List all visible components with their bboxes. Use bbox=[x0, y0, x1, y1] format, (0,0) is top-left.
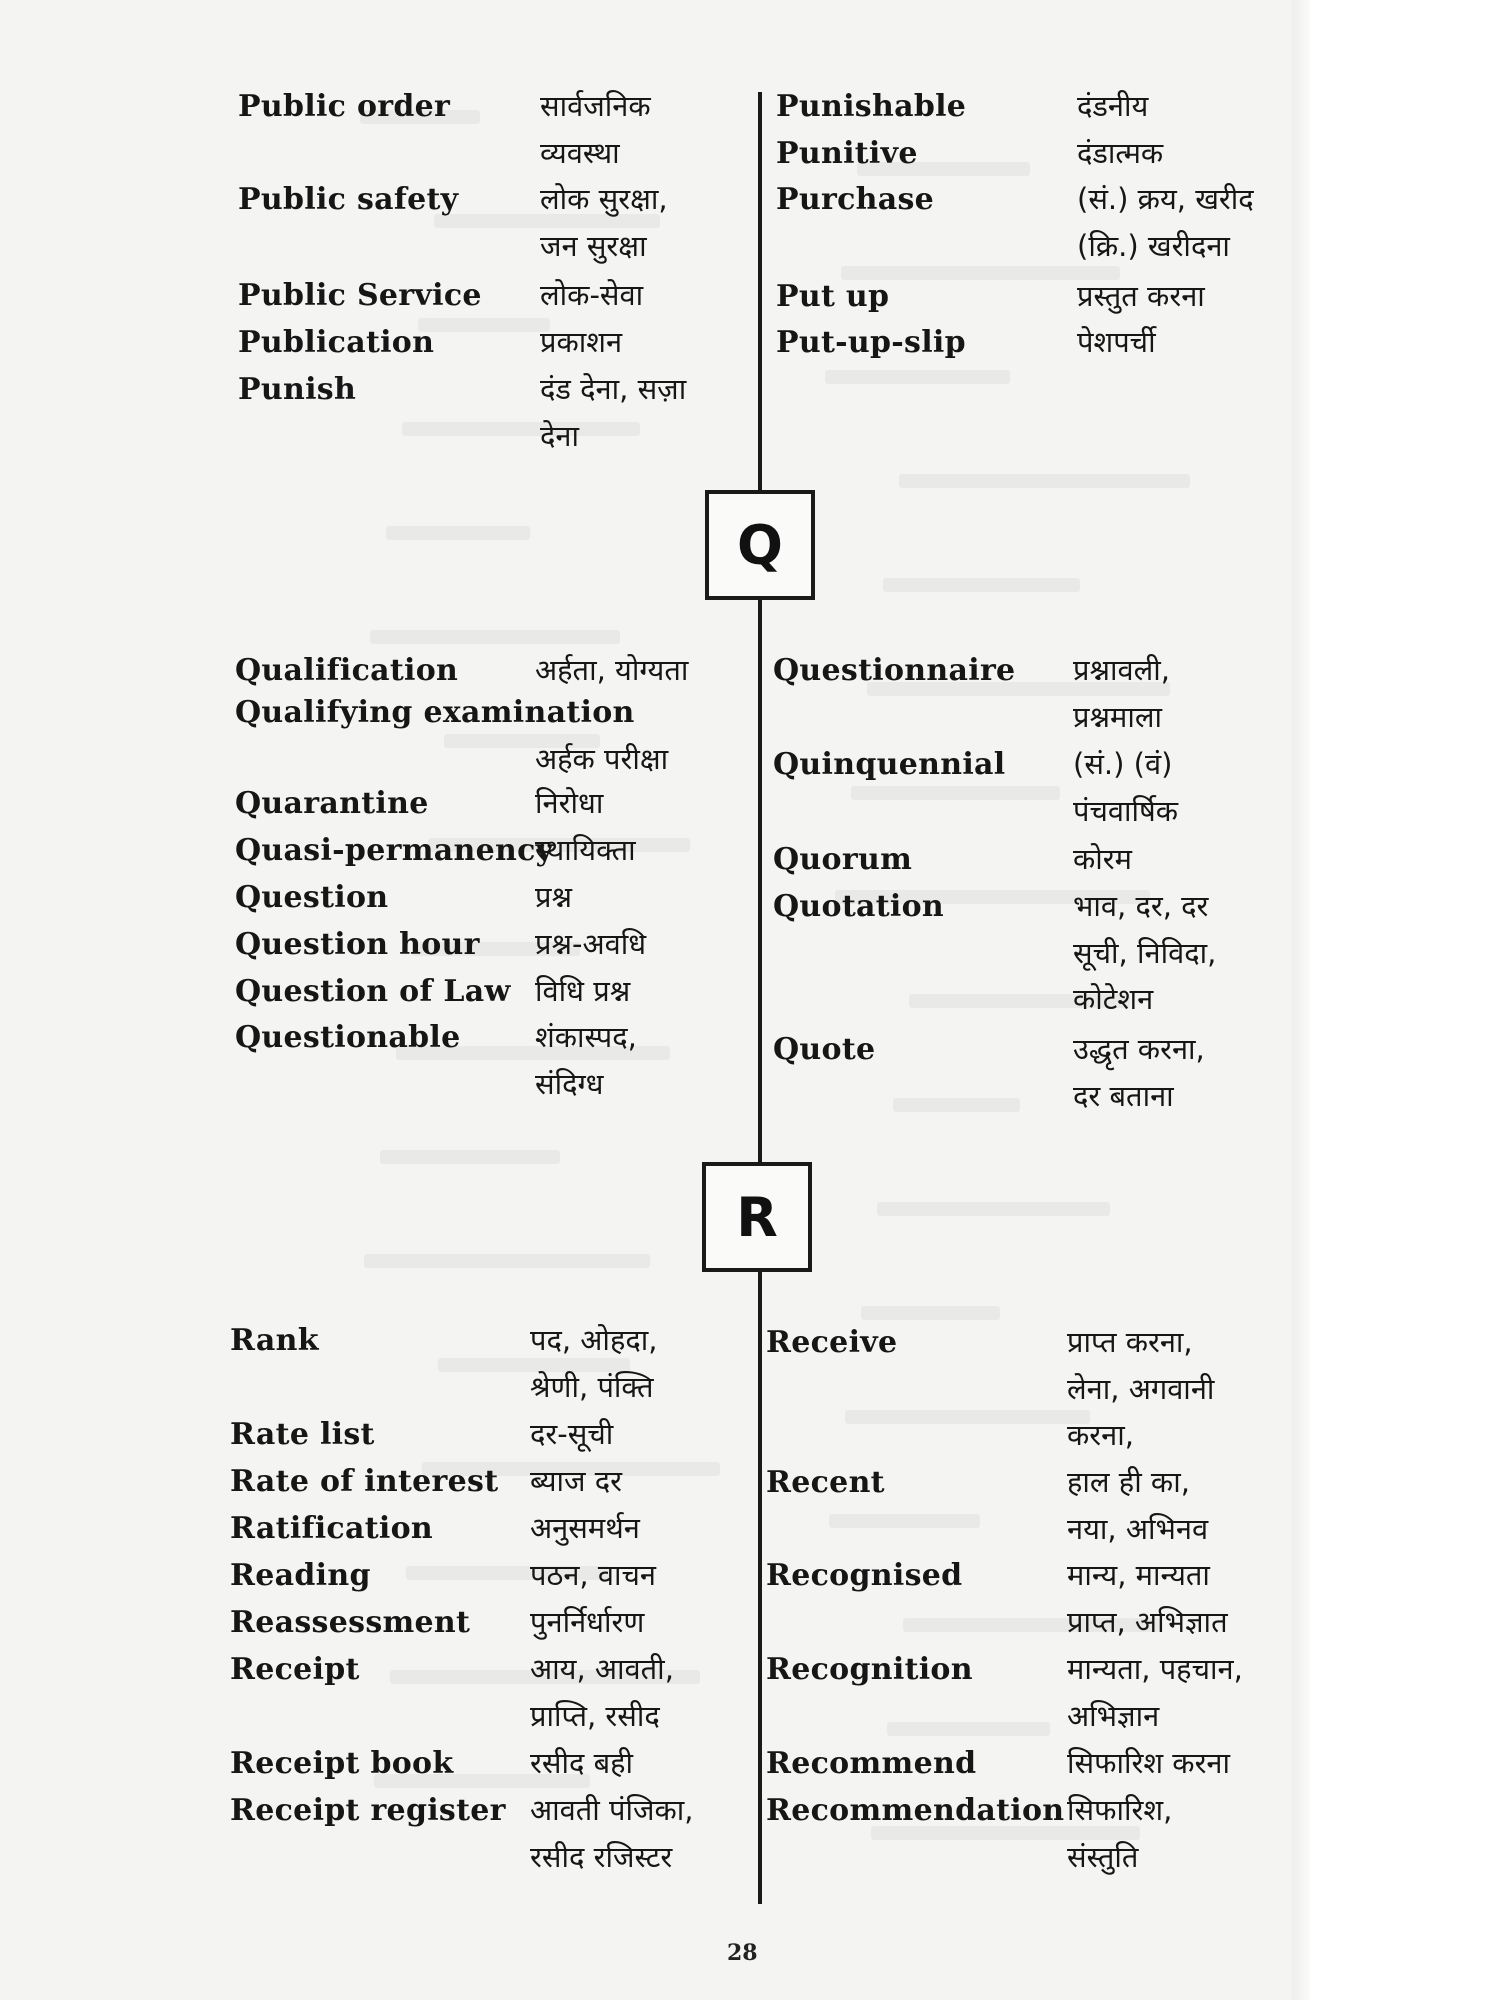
entry-meaning: करना, bbox=[1067, 1418, 1134, 1452]
bleed-through-mark bbox=[851, 786, 1060, 800]
entry-term: Receipt bbox=[230, 1652, 360, 1687]
bleed-through-mark bbox=[386, 526, 530, 540]
entry-term: Public safety bbox=[238, 182, 459, 217]
entry-meaning: आय, आवती, bbox=[530, 1652, 674, 1686]
entry-meaning: प्रस्तुत करना bbox=[1077, 279, 1205, 313]
entry-meaning: प्राप्त, अभिज्ञात bbox=[1067, 1604, 1228, 1639]
bleed-through-mark bbox=[364, 1254, 650, 1268]
entry-meaning: रसीद रजिस्टर bbox=[530, 1839, 673, 1874]
entry-meaning: सिफारिश करना bbox=[1067, 1746, 1231, 1780]
entry-meaning: अर्हक परीक्षा bbox=[535, 742, 669, 776]
entry-meaning: प्रश्नमाला bbox=[1073, 699, 1163, 734]
entry-term: Receipt register bbox=[230, 1793, 506, 1828]
entry-meaning: (सं.) (वं) bbox=[1073, 747, 1173, 781]
entry-meaning: निरोधा bbox=[535, 786, 604, 820]
entry-term: Ratification bbox=[230, 1511, 433, 1546]
entry-meaning: सूची, निविदा, bbox=[1073, 935, 1217, 970]
entry-meaning: दंडात्मक bbox=[1077, 136, 1164, 170]
entry-term: Quorum bbox=[773, 842, 913, 877]
entry-meaning: पंचवार्षिक bbox=[1073, 793, 1179, 828]
entry-meaning: विधि प्रश्न bbox=[535, 974, 631, 1008]
entry-meaning: जन सुरक्षा bbox=[540, 228, 647, 263]
section-letter-r: R bbox=[736, 1185, 778, 1249]
entry-term: Recognition bbox=[766, 1652, 973, 1687]
entry-meaning: दर बताना bbox=[1073, 1078, 1174, 1113]
entry-term: Reassessment bbox=[230, 1605, 471, 1640]
bleed-through-mark bbox=[871, 1826, 1140, 1840]
entry-term: Question bbox=[235, 880, 389, 915]
bleed-through-mark bbox=[841, 266, 1120, 280]
entry-meaning: आवती पंजिका, bbox=[530, 1793, 694, 1827]
bleed-through-mark bbox=[402, 422, 640, 436]
entry-term: Qualifying examination bbox=[235, 695, 635, 730]
bleed-through-mark bbox=[418, 318, 550, 332]
entry-term: Punitive bbox=[776, 136, 918, 171]
entry-meaning: प्रश्न bbox=[535, 880, 573, 914]
entry-term: Quinquennial bbox=[773, 747, 1006, 782]
entry-meaning: प्रश्न-अवधि bbox=[535, 927, 647, 961]
entry-meaning: शंकास्पद, bbox=[535, 1020, 637, 1054]
entry-term: Punishable bbox=[776, 89, 967, 124]
column-divider bbox=[758, 92, 762, 490]
entry-term: Recent bbox=[766, 1465, 885, 1500]
entry-meaning: पुनर्निर्धारण bbox=[530, 1605, 645, 1639]
section-letter-box-q bbox=[705, 490, 815, 600]
entry-meaning: लेना, अगवानी bbox=[1067, 1371, 1215, 1406]
entry-meaning: (सं.) क्रय, खरीद bbox=[1077, 182, 1254, 216]
entry-term: Public Service bbox=[238, 278, 482, 313]
entry-meaning: पद, ओहदा, bbox=[530, 1323, 658, 1357]
entry-meaning: प्रकाशन bbox=[540, 325, 623, 359]
section-letter-box-r bbox=[702, 1162, 812, 1272]
entry-meaning: (क्रि.) खरीदना bbox=[1077, 228, 1230, 263]
bleed-through-mark bbox=[899, 474, 1190, 488]
entry-term: Recommendation bbox=[766, 1793, 1065, 1828]
bleed-through-mark bbox=[829, 1514, 980, 1528]
entry-meaning: कोरम bbox=[1073, 842, 1132, 876]
bleed-through-mark bbox=[845, 1410, 1090, 1424]
entry-meaning: रसीद बही bbox=[530, 1746, 634, 1780]
entry-meaning: भाव, दर, दर bbox=[1073, 889, 1209, 923]
bleed-through-mark bbox=[861, 1306, 1000, 1320]
section-letter-q: Q bbox=[737, 513, 783, 577]
entry-term: Punish bbox=[238, 372, 357, 407]
entry-meaning: लोक सुरक्षा, bbox=[540, 182, 668, 216]
entry-term: Put up bbox=[776, 279, 890, 314]
entry-meaning: संस्तुति bbox=[1067, 1839, 1139, 1874]
entry-meaning: हाल ही का, bbox=[1067, 1465, 1190, 1499]
entry-term: Rank bbox=[230, 1323, 319, 1358]
entry-term: Reading bbox=[230, 1558, 371, 1593]
entry-meaning: उद्धृत करना, bbox=[1073, 1032, 1205, 1066]
entry-meaning: श्रेणी, पंक्ति bbox=[530, 1369, 654, 1404]
entry-term: Rate list bbox=[230, 1417, 375, 1452]
bleed-through-mark bbox=[887, 1722, 1050, 1736]
entry-meaning: कोटेशन bbox=[1073, 982, 1154, 1016]
bleed-through-mark bbox=[380, 1150, 560, 1164]
entry-meaning: पेशपर्ची bbox=[1077, 325, 1156, 359]
entry-meaning: प्रश्नावली, bbox=[1073, 653, 1171, 687]
entry-meaning: सिफारिश, bbox=[1067, 1793, 1173, 1827]
entry-term: Receipt book bbox=[230, 1746, 454, 1781]
bleed-through-mark bbox=[893, 1098, 1020, 1112]
bleed-through-mark bbox=[883, 578, 1080, 592]
entry-meaning: दंडनीय bbox=[1077, 89, 1149, 123]
entry-meaning: नया, अभिनव bbox=[1067, 1511, 1209, 1546]
entry-term: Put-up-slip bbox=[776, 325, 966, 360]
bleed-through-mark bbox=[370, 630, 620, 644]
entry-meaning: दंड देना, सज़ा bbox=[540, 372, 687, 406]
column-divider bbox=[758, 1272, 762, 1904]
entry-term: Recognised bbox=[766, 1558, 963, 1593]
entry-term: Question hour bbox=[235, 927, 480, 962]
entry-meaning: अर्हता, योग्यता bbox=[535, 653, 689, 687]
entry-meaning: स्थायिक्ता bbox=[535, 833, 636, 867]
entry-term: Publication bbox=[238, 325, 435, 360]
entry-term: Purchase bbox=[776, 182, 935, 217]
entry-meaning: अनुसमर्थन bbox=[530, 1511, 640, 1545]
entry-term: Questionable bbox=[235, 1020, 461, 1055]
entry-meaning: पठन, वाचन bbox=[530, 1558, 656, 1592]
entry-meaning: देना bbox=[540, 418, 580, 453]
entry-meaning: लोक-सेवा bbox=[540, 278, 644, 312]
entry-meaning: मान्य, मान्यता bbox=[1067, 1558, 1210, 1592]
column-divider bbox=[758, 600, 762, 1162]
entry-term: Recommend bbox=[766, 1746, 977, 1781]
entry-meaning: प्राप्त करना, bbox=[1067, 1325, 1193, 1359]
entry-meaning: दर-सूची bbox=[530, 1417, 614, 1451]
entry-meaning: ब्याज दर bbox=[530, 1464, 623, 1498]
entry-meaning: अभिज्ञान bbox=[1067, 1698, 1160, 1733]
entry-term: Qualification bbox=[235, 653, 459, 688]
entry-term: Quote bbox=[773, 1032, 876, 1067]
entry-term: Quarantine bbox=[235, 786, 429, 821]
entry-meaning: प्राप्ति, रसीद bbox=[530, 1698, 660, 1733]
entry-meaning: संदिग्ध bbox=[535, 1066, 604, 1101]
entry-term: Questionnaire bbox=[773, 653, 1016, 688]
entry-meaning: मान्यता, पहचान, bbox=[1067, 1652, 1243, 1686]
bleed-through-mark bbox=[434, 214, 660, 228]
entry-meaning: व्यवस्था bbox=[540, 135, 620, 170]
entry-term: Question of Law bbox=[235, 974, 511, 1009]
entry-term: Quasi-permanency bbox=[235, 833, 554, 868]
entry-term: Public order bbox=[238, 89, 451, 124]
entry-term: Quotation bbox=[773, 889, 945, 924]
entry-meaning: सार्वजनिक bbox=[540, 89, 651, 123]
bleed-through-mark bbox=[877, 1202, 1110, 1216]
page-number: 28 bbox=[727, 1940, 758, 1966]
entry-term: Rate of interest bbox=[230, 1464, 499, 1499]
entry-term: Receive bbox=[766, 1325, 898, 1360]
bleed-through-mark bbox=[825, 370, 1010, 384]
